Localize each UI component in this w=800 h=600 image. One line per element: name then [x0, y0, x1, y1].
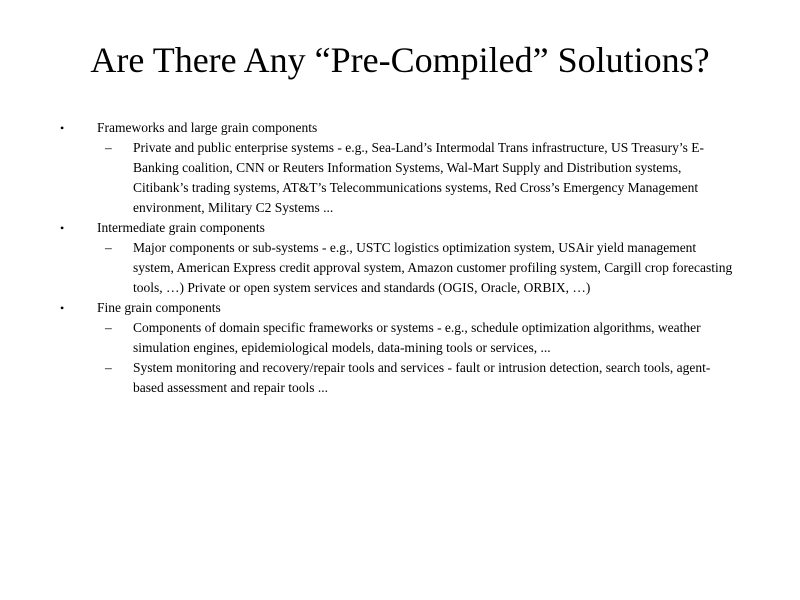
- bullet-list: [60, 118, 740, 398]
- bullet-icon: •: [60, 121, 65, 135]
- slide-title: Are There Any “Pre-Compiled” Solutions?: [90, 40, 710, 80]
- dash-icon: –: [105, 140, 112, 155]
- dash-icon: –: [105, 320, 112, 335]
- bullet-item-fine-grain: [60, 298, 740, 398]
- sub-item: [97, 358, 740, 398]
- bullet-text: Intermediate grain components: [97, 220, 265, 235]
- bullet-icon: •: [60, 221, 65, 235]
- bullet-item-frameworks: [60, 118, 740, 218]
- bullet-item-intermediate: [60, 218, 740, 298]
- bullet-text: Frameworks and large grain components: [97, 120, 318, 135]
- sub-item: [97, 238, 740, 298]
- bullet-icon: •: [60, 301, 65, 315]
- dash-icon: –: [105, 240, 112, 255]
- sub-item-text: Major components or sub-systems - e.g., USTC logistics optimization system, USAir yield management system, American Express credit approval system, Amazon customer profiling system, Cargill crop forecasting tools, …) Private or open system services and standards (OGIS, Oracle, ORBIX, …): [133, 240, 733, 295]
- sub-item-text: Private and public enterprise systems - e.g., Sea-Land’s Intermodal Trans infrastructure, US Treasury’s E-Banking coalition, CNN or Reuters Information Systems, Wal-Mart Supply and Distribution systems, Citibank’s trading systems, AT&T’s Telecommunications systems, Red Cross’s Emergency Management environment, Military C2 Systems ...: [133, 140, 705, 215]
- dash-icon: –: [105, 360, 112, 375]
- sub-item-text: System monitoring and recovery/repair tools and services - fault or intrusion detection, search tools, agent-based assessment and repair tools ...: [133, 360, 711, 395]
- sub-item: [97, 138, 740, 218]
- sub-item-text: Components of domain specific frameworks or systems - e.g., schedule optimization algorithms, weather simulation engines, epidemiological models, data-mining tools or services, ...: [133, 320, 701, 355]
- sub-item: [97, 318, 740, 358]
- bullet-text: Fine grain components: [97, 300, 221, 315]
